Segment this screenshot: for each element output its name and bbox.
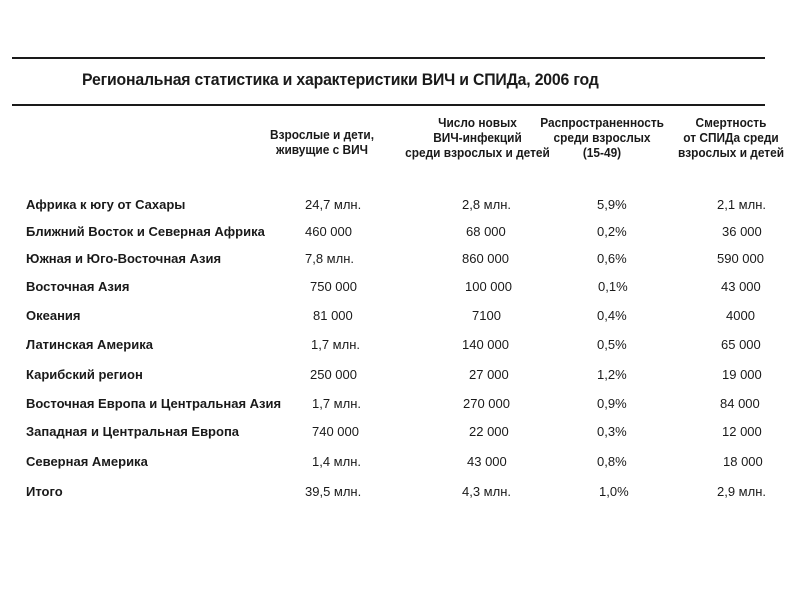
header-new-line3: среди взрослых и детей xyxy=(405,146,550,160)
header-deaths-line1: Смертность xyxy=(695,116,767,130)
living-value: 81 000 xyxy=(313,308,353,323)
new-infections-value: 7100 xyxy=(472,308,501,323)
header-prev-line3: (15-49) xyxy=(582,146,622,160)
table-row xyxy=(0,279,800,299)
header-deaths-line3: взрослых и детей xyxy=(677,146,785,160)
prevalence-value: 1,2% xyxy=(597,367,627,382)
deaths-value: 84 000 xyxy=(720,396,760,411)
table-row xyxy=(0,308,800,328)
deaths-value: 43 000 xyxy=(721,279,761,294)
living-value: 1,7 млн. xyxy=(311,337,360,352)
top-rule xyxy=(12,57,765,59)
region-name: Итого xyxy=(26,484,63,499)
deaths-value: 2,9 млн. xyxy=(717,484,766,499)
region-name: Африка к югу от Сахары xyxy=(26,197,186,212)
header-prevalence xyxy=(540,116,664,161)
header-new-line1: Число новых xyxy=(438,116,517,130)
header-new-infections xyxy=(404,116,551,161)
new-infections-value: 270 000 xyxy=(463,396,510,411)
region-name: Западная и Центральная Европа xyxy=(26,424,240,439)
living-value: 460 000 xyxy=(305,224,352,239)
table-row xyxy=(0,454,800,474)
table-row xyxy=(0,396,800,416)
living-value: 7,8 млн. xyxy=(305,251,354,266)
new-infections-value: 68 000 xyxy=(466,224,506,239)
deaths-value: 12 000 xyxy=(722,424,762,439)
new-infections-value: 27 000 xyxy=(469,367,509,382)
new-infections-value: 43 000 xyxy=(467,454,507,469)
prevalence-value: 0,4% xyxy=(597,308,627,323)
header-living xyxy=(265,128,379,158)
living-value: 1,4 млн. xyxy=(312,454,361,469)
header-living-line1: Взрослые и дети, xyxy=(269,128,375,142)
new-infections-value: 140 000 xyxy=(462,337,509,352)
header-deaths xyxy=(675,116,787,161)
prevalence-value: 0,9% xyxy=(597,396,627,411)
prevalence-value: 1,0% xyxy=(599,484,629,499)
living-value: 740 000 xyxy=(312,424,359,439)
deaths-value: 19 000 xyxy=(722,367,762,382)
prevalence-value: 0,2% xyxy=(597,224,627,239)
region-name: Восточная Европа и Центральная Азия xyxy=(26,396,282,411)
header-living-line2: живущие с ВИЧ xyxy=(276,143,368,157)
deaths-value: 36 000 xyxy=(722,224,762,239)
table-row xyxy=(0,251,800,271)
deaths-value: 590 000 xyxy=(717,251,764,266)
header-prev-line1: Распространенность xyxy=(540,116,664,130)
prevalence-value: 0,5% xyxy=(597,337,627,352)
region-name: Южная и Юго-Восточная Азия xyxy=(26,251,222,266)
region-name: Океания xyxy=(26,308,81,323)
living-value: 39,5 млн. xyxy=(305,484,362,499)
deaths-value: 4000 xyxy=(726,308,755,323)
new-infections-value: 100 000 xyxy=(465,279,512,294)
living-value: 1,7 млн. xyxy=(312,396,361,411)
table-row-total xyxy=(0,484,800,504)
prevalence-value: 0,6% xyxy=(597,251,627,266)
header-new-line2: ВИЧ-инфекций xyxy=(433,131,522,145)
new-infections-value: 2,8 млн. xyxy=(462,197,511,212)
deaths-value: 18 000 xyxy=(723,454,763,469)
new-infections-value: 860 000 xyxy=(462,251,509,266)
living-value: 750 000 xyxy=(310,279,357,294)
title-bottom-rule xyxy=(12,104,765,106)
region-name: Ближний Восток и Северная Африка xyxy=(26,224,265,239)
region-name: Латинская Америка xyxy=(26,337,153,352)
table-row xyxy=(0,197,800,217)
header-prev-line2: среди взрослых xyxy=(553,131,651,145)
table-row xyxy=(0,424,800,444)
region-name: Карибский регион xyxy=(26,367,143,382)
prevalence-value: 0,3% xyxy=(597,424,627,439)
table-row xyxy=(0,367,800,387)
page-title: Региональная статистика и характеристики ВИЧ и СПИДа, 2006 год xyxy=(82,70,599,89)
living-value: 24,7 млн. xyxy=(305,197,362,212)
header-deaths-line2: от СПИДа среди xyxy=(683,131,779,145)
prevalence-value: 5,9% xyxy=(597,197,627,212)
new-infections-value: 4,3 млн. xyxy=(462,484,511,499)
living-value: 250 000 xyxy=(310,367,357,382)
deaths-value: 2,1 млн. xyxy=(717,197,766,212)
prevalence-value: 0,1% xyxy=(598,279,628,294)
prevalence-value: 0,8% xyxy=(597,454,627,469)
region-name: Северная Америка xyxy=(26,454,148,469)
region-name: Восточная Азия xyxy=(26,279,130,294)
table-row xyxy=(0,224,800,244)
deaths-value: 65 000 xyxy=(721,337,761,352)
table-row xyxy=(0,337,800,357)
new-infections-value: 22 000 xyxy=(469,424,509,439)
